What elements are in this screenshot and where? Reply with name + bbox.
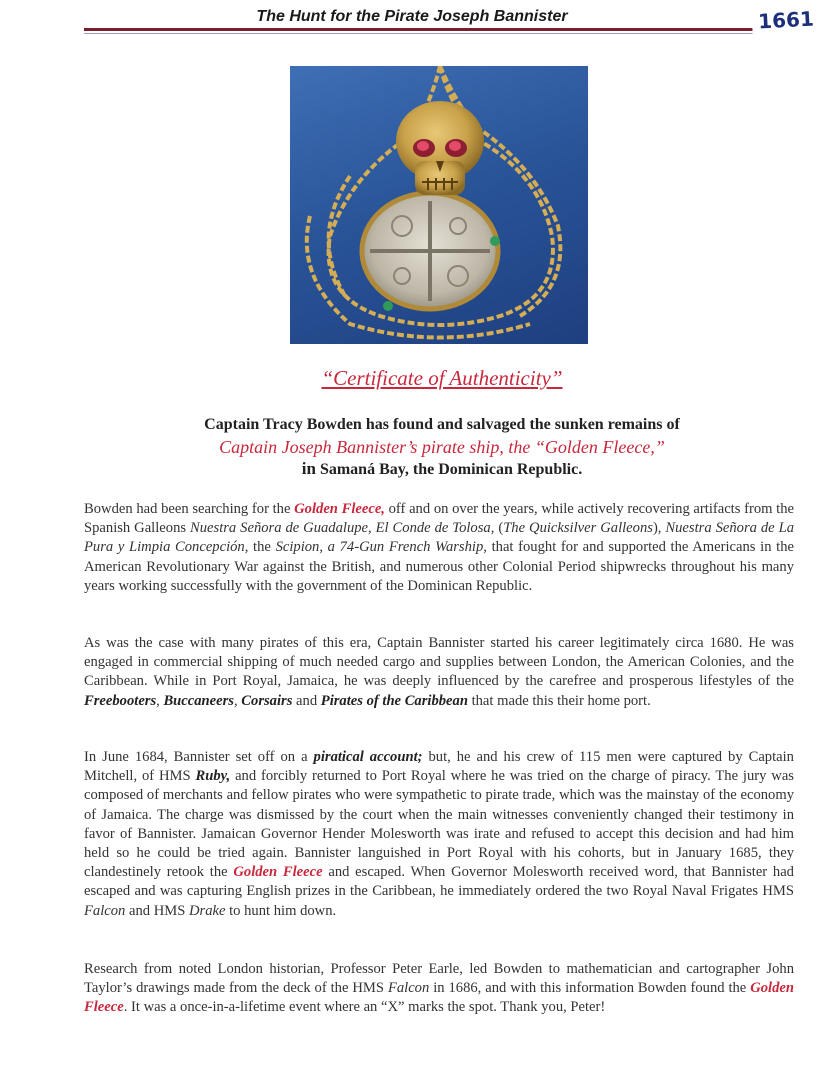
- text: and escaped. When Governor Molesworth received word, that Bannister had escaped and was capturing English prizes in the Caribbean, he immediately ordered the two Royal Naval Frigates HMS: [84, 864, 794, 900]
- ship-name: Nuestra Señora de Guadalupe: [190, 520, 369, 537]
- ship-name: Falcon: [84, 902, 126, 919]
- text: ,: [368, 520, 376, 537]
- emphasis: Pirates of the Caribbean: [320, 692, 468, 709]
- paragraph-1: [84, 500, 794, 596]
- certificate-title: “Certificate of Authenticity”: [321, 366, 563, 390]
- intro-statement: [120, 414, 764, 481]
- text: Research from noted London historian, Professor Peter Earle, led Bowden to mathematician and cartographer John Taylor’s drawings made from the deck of the HMS: [84, 961, 794, 997]
- text: ,: [234, 692, 242, 709]
- text: that fought for and supported the Americans in the American Revolutionary War against the British, and numerous other Colonial Period shipwrecks throughout his many years working successfully with the government of the Dominican Republic.: [84, 539, 794, 594]
- ship-name: Golden Fleece: [233, 864, 323, 881]
- text: In June 1684, Bannister set off on a: [84, 749, 314, 765]
- ship-name: The Quicksilver Galleons: [503, 520, 653, 537]
- emphasis: Buccaneers: [163, 692, 234, 709]
- text: Bowden had been searching for the: [84, 501, 295, 517]
- ship-name: Golden Fleece: [84, 980, 794, 1016]
- emphasis: Corsairs: [241, 692, 293, 709]
- intro-line-1: Captain Tracy Bowden has found and salvaged the sunken remains of: [204, 416, 680, 433]
- ship-name: Ruby,: [195, 768, 231, 785]
- document-header-title: The Hunt for the Pirate Joseph Bannister: [256, 8, 568, 25]
- gold-skull: [396, 101, 484, 195]
- emphasis: piratical account;: [313, 749, 423, 765]
- ship-name: Nuestra Señora de La Pura y Limpia Concepción,: [84, 520, 794, 556]
- intro-line-3-in: in: [301, 459, 316, 478]
- header-rule-secondary: [84, 33, 760, 34]
- text: to hunt him down.: [225, 902, 337, 919]
- text: but, he and his crew of 115 men were captured by Captain Mitchell, of HMS: [84, 749, 794, 785]
- text: the: [248, 539, 276, 556]
- text: . It was a once-in-a-lifetime event where an “X” marks the spot. Thank you, Peter!: [123, 999, 606, 1016]
- text: As was the case with many pirates of this era, Captain Bannister started his career legitimately circa 1680. He was engaged in commercial shipping of much needed cargo and supplies between London, the American Colonies, and the Caribbean. While in Port Royal, Jamaica, he was deeply influenced by the carefree and prosperous lifestyles of the: [84, 635, 794, 690]
- ship-name: El Conde de Tolosa: [375, 520, 491, 537]
- ship-name: Drake: [189, 902, 226, 919]
- handwritten-page-number: 1661: [751, 0, 821, 40]
- paragraph-3: [84, 748, 794, 921]
- text: , (: [490, 520, 504, 537]
- intro-line-3: [120, 458, 764, 481]
- text: off and on over the years, while actively recovering artifacts from the Spanish Galleons: [84, 501, 794, 537]
- intro-line-2: Captain Joseph Bannister’s pirate ship, the “Golden Fleece,”: [219, 437, 665, 457]
- emphasis: Freebooters: [84, 692, 157, 709]
- paragraph-4: [84, 960, 794, 1018]
- paragraph-2: [84, 634, 794, 711]
- ship-name: Golden Fleece,: [294, 501, 385, 517]
- skull-pendant-illustration: [290, 66, 588, 344]
- text: ),: [652, 520, 666, 537]
- silver-coin: [362, 193, 500, 311]
- ship-name: Falcon: [387, 980, 430, 997]
- header-rule: [84, 28, 760, 31]
- text: and HMS: [125, 902, 189, 919]
- text: in 1686, and with this information Bowden found the: [429, 980, 751, 997]
- ship-name: Scipion, a 74-Gun French Warship,: [275, 539, 487, 556]
- intro-line-3-rest: Samaná Bay, the Dominican Republic.: [319, 461, 583, 478]
- text: ,: [156, 692, 164, 709]
- text: and forcibly returned to Port Royal where he was tried on the charge of piracy. The jury was composed of merchants and fellow pirates who were sympathetic to pirate trade, which was the mainstay of the economy of Jamaica. The charge was dismissed by the court when the main witnesses conveniently changed their testimony in favor of Bannister. Jamaican Governor Hender Molesworth was irate and refused to accept this decision and had him held so he could be tried again. Bannister languished in Port Royal with his cohorts, but in January 1685, they clandestinely retook the: [84, 768, 794, 881]
- text: that made this their home port.: [467, 692, 651, 709]
- skull-pendant-photo: [290, 66, 588, 344]
- text: and: [292, 692, 321, 709]
